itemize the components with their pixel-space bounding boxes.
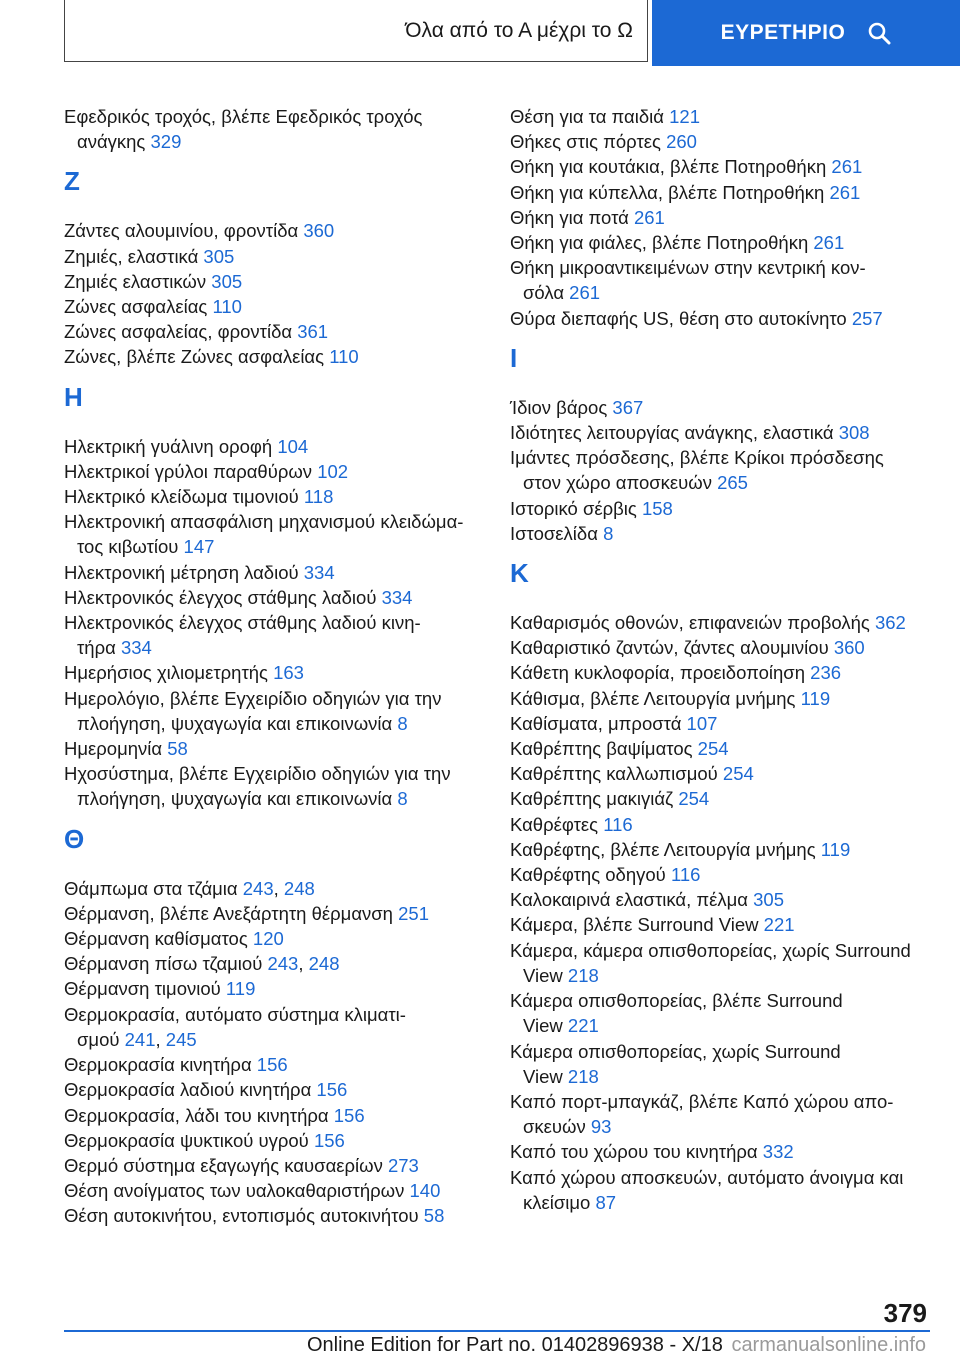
entry-text: Κάμερα οπισθοπορείας, χωρίς Surround xyxy=(510,1040,841,1062)
index-entry xyxy=(64,459,484,484)
index-entry xyxy=(64,344,484,369)
entry-text: Θήκη μικροαντικειμένων στην κεντρική κον‐ xyxy=(510,257,866,279)
entry-text: Κάθετη κυκλοφορία, προειδοποίηση xyxy=(510,662,806,684)
search-icon[interactable] xyxy=(867,21,891,45)
index-entry xyxy=(64,434,484,459)
index-entry xyxy=(64,294,484,319)
index-entry xyxy=(64,104,484,154)
entry-text: Εφεδρικός τροχός, βλέπε Εφεδρικός τροχός xyxy=(64,106,423,127)
entry-text: Θερμοκρασία, αυτόματο σύστημα κλιματι‐ xyxy=(64,1003,406,1025)
index-entry xyxy=(510,129,930,154)
index-entry xyxy=(510,420,930,445)
index-entry xyxy=(64,901,484,926)
entry-text: Καπό πορτ-μπαγκάζ, βλέπε Καπό χώρου απο‐ xyxy=(510,1090,894,1112)
entry-text: Ηλεκτρονική απασφάλιση μηχανισμού κλειδώμα‐ xyxy=(64,511,464,533)
index-entry xyxy=(510,521,930,546)
entry-text: Θέση ανοίγματος των υαλοκαθαριστήρων xyxy=(64,1180,405,1202)
tab-index-label: ΕΥΡΕΤΗΡΙΟ xyxy=(720,21,846,44)
index-entry xyxy=(510,736,930,761)
page-link[interactable]: 334 xyxy=(381,586,413,608)
index-entry xyxy=(510,812,930,837)
page-link[interactable]: 107 xyxy=(686,712,718,734)
page-link[interactable]: 118 xyxy=(303,486,334,508)
index-entry xyxy=(510,610,930,635)
entry-text: Ιστορικό σέρβις xyxy=(510,497,637,519)
entry-text: Καπό του χώρου του κινητήρα xyxy=(510,1141,758,1163)
entry-text: Θήκη για κουτάκια, βλέπε Ποτηροθήκη xyxy=(510,156,827,178)
index-entry xyxy=(64,736,484,761)
page-link[interactable]: 119 xyxy=(800,687,831,709)
entry-text: Κάθισμα, βλέπε Λειτουργία μνήμης xyxy=(510,687,796,709)
page-link[interactable]: 156 xyxy=(333,1104,365,1126)
index-entry xyxy=(64,509,484,559)
section-letter: H xyxy=(64,381,83,412)
entry-text: Ιστοσελίδα xyxy=(510,522,598,544)
page-link[interactable]: 87 xyxy=(595,1191,617,1213)
index-entry xyxy=(510,1089,930,1139)
index-entry xyxy=(64,1153,484,1178)
index-entry xyxy=(510,496,930,521)
index-entry xyxy=(510,154,930,179)
page-link[interactable]: 158 xyxy=(641,497,673,519)
entry-text: Ζημιές ελαστικών xyxy=(64,270,207,292)
page-link[interactable]: 156 xyxy=(256,1054,288,1076)
index-entry xyxy=(64,1103,484,1128)
page-link[interactable]: 156 xyxy=(316,1079,348,1101)
entry-text: τος κιβωτίου xyxy=(77,536,179,558)
index-entry xyxy=(510,686,930,711)
entry-text: Θερμοκρασία, λάδι του κινητήρα xyxy=(64,1104,329,1126)
index-entry xyxy=(510,180,930,205)
entry-text: Ζάντες αλουμινίου, φροντίδα xyxy=(64,220,299,242)
page-link[interactable]: 243 xyxy=(242,877,274,899)
page-link[interactable]: 147 xyxy=(183,536,215,558)
entry-text: Ηλεκτρονικός έλεγχος στάθμης λαδιού κινη‐ xyxy=(64,612,421,634)
entry-text: Θύρα διεπαφής US, θέση στο αυτοκίνητο xyxy=(510,307,847,329)
page-link[interactable]: 156 xyxy=(313,1129,345,1151)
page-link[interactable]: 265 xyxy=(717,472,748,494)
tab-a-to-z-label: Όλα από το Α μέχρι το Ω xyxy=(405,18,633,42)
entry-text: κλείσιμο xyxy=(523,1191,591,1213)
section-letter: Z xyxy=(64,166,80,197)
entry-text: Θέρμανση καθίσματος xyxy=(64,928,248,950)
index-entry xyxy=(510,1165,930,1215)
index-entry xyxy=(510,1039,930,1089)
page-link[interactable]: 58 xyxy=(423,1205,445,1227)
page-number: 379 xyxy=(883,1298,927,1328)
entry-text: στον χώρο αποσκευών xyxy=(523,472,712,494)
index-entry xyxy=(64,976,484,1001)
page-link[interactable]: 58 xyxy=(167,738,188,760)
page-link[interactable]: 254 xyxy=(722,763,754,785)
page-link[interactable]: 273 xyxy=(387,1154,419,1176)
page-link[interactable]: 245 xyxy=(165,1028,197,1050)
index-entry xyxy=(510,395,930,420)
entry-text: Ηχοσύστημα, βλέπε Εγχειρίδιο οδηγιών για την xyxy=(64,763,451,785)
index-entry xyxy=(510,887,930,912)
entry-text: Θήκη για κύπελλα, βλέπε Ποτηροθήκη xyxy=(510,181,825,203)
entry-text: Θερμοκρασία ψυκτικού υγρού xyxy=(64,1129,309,1151)
entry-text: Ζώνες, βλέπε Ζώνες ασφαλείας xyxy=(64,346,325,368)
watermark: carmanualsonline.info xyxy=(731,1334,926,1356)
entry-text: Ηλεκτρονική μέτρηση λαδιού xyxy=(64,561,299,583)
entry-text: Καθρέπτης μακιγιάζ xyxy=(510,788,674,810)
entry-text: Καθρέφτες xyxy=(510,813,599,835)
footer-divider xyxy=(64,1330,930,1332)
index-entry: Θάμπωμα στα τζάμια 243, 248 xyxy=(64,877,315,899)
index-entry xyxy=(64,484,484,509)
entry-text: Θέση για τα παιδιά xyxy=(510,106,664,127)
index-entry xyxy=(510,255,930,305)
page-link[interactable]: 305 xyxy=(753,889,784,911)
index-entry xyxy=(64,269,484,294)
index-entry xyxy=(510,912,930,937)
index-column-left xyxy=(64,104,484,1229)
entry-text: View xyxy=(523,1065,563,1087)
index-entry xyxy=(510,230,930,255)
page-link[interactable]: 236 xyxy=(810,662,842,684)
entry-text: Καθαριστικό ζαντών, ζάντες αλουμινίου xyxy=(510,637,829,659)
page-link[interactable]: 116 xyxy=(603,813,633,835)
page-link[interactable]: 93 xyxy=(590,1116,612,1138)
entry-text: Θέρμανση τιμονιού xyxy=(64,978,221,1000)
entry-text: Ημερομηνία xyxy=(64,738,163,760)
entry-text: Θέρμανση πίσω τζαμιού xyxy=(64,953,263,975)
page-link[interactable]: 257 xyxy=(851,307,883,329)
entry-text: Κάμερα, βλέπε Surround View xyxy=(510,914,759,936)
index-entry xyxy=(64,660,484,685)
page-link[interactable]: 261 xyxy=(813,232,845,254)
page-link[interactable]: 308 xyxy=(838,422,870,444)
index-entry xyxy=(510,761,930,786)
index-entry xyxy=(510,837,930,862)
page-link[interactable]: 110 xyxy=(329,346,359,368)
entry-text: Ζώνες ασφαλείας xyxy=(64,296,208,318)
entry-text: πλοήγηση, ψυχαγωγία και επικοινωνία xyxy=(77,712,393,734)
index-entry xyxy=(510,988,930,1038)
entry-text: Κάμερα, κάμερα οπισθοπορείας, χωρίς Surround xyxy=(510,939,911,961)
index-entry xyxy=(510,786,930,811)
page-link[interactable]: 329 xyxy=(150,131,182,153)
entry-text: Ημερολόγιο, βλέπε Εγχειρίδιο οδηγιών για την xyxy=(64,687,442,709)
entry-text: Ημερήσιος χιλιομετρητής xyxy=(64,662,268,684)
entry-text: Καθρέφτης οδηγού xyxy=(510,864,666,886)
page-link[interactable]: 334 xyxy=(120,637,152,659)
entry-text: Θήκες στις πόρτες xyxy=(510,131,661,153)
entry-text: Θέση αυτοκινήτου, εντοπισμός αυτοκινήτου xyxy=(64,1205,419,1227)
index-entry: Θέρμανση πίσω τζαμιού 243, 248 xyxy=(64,953,340,975)
tab-a-to-z[interactable] xyxy=(64,0,648,62)
page-link[interactable]: 334 xyxy=(303,561,335,583)
index-entry xyxy=(64,1178,484,1203)
entry-text: ανάγκης xyxy=(77,131,146,153)
index-entry xyxy=(64,1128,484,1153)
page-link[interactable]: 8 xyxy=(397,788,408,810)
entry-text: Θήκη για ποτά xyxy=(510,206,629,228)
tab-index[interactable] xyxy=(652,0,960,66)
entry-text: Καθαρισμός οθονών, επιφανειών προβολής xyxy=(510,612,870,634)
entry-text: Θερμοκρασία λαδιού κινητήρα xyxy=(64,1079,312,1101)
entry-text: Ηλεκτρονικός έλεγχος στάθμης λαδιού xyxy=(64,586,377,608)
page-link[interactable]: 251 xyxy=(398,902,429,924)
index-entry xyxy=(510,660,930,685)
entry-text: Καλοκαιρινά ελαστικά, πέλμα xyxy=(510,889,748,911)
index-entry xyxy=(510,1139,930,1164)
index-entry xyxy=(64,218,484,243)
index-entry xyxy=(64,1203,484,1228)
entry-text: σκευών xyxy=(523,1116,586,1138)
page-link[interactable]: 360 xyxy=(833,637,865,659)
entry-text: Θερμοκρασία κινητήρα xyxy=(64,1054,252,1076)
entry-text: Ιμάντες πρόσδεσης, βλέπε Κρίκοι πρόσδεσης xyxy=(510,447,884,469)
entry-text: Ζώνες ασφαλείας, φροντίδα xyxy=(64,321,293,343)
page-link[interactable]: 119 xyxy=(820,838,851,860)
page-link[interactable]: 260 xyxy=(666,131,697,153)
edition-text: Online Edition for Part no. 01402896938 - X/18 xyxy=(307,1334,723,1356)
page-link[interactable]: 361 xyxy=(297,321,329,343)
entry-text: Καπό χώρου αποσκευών, αυτόματο άνοιγμα και xyxy=(510,1166,904,1188)
entry-text: Θερμό σύστημα εξαγωγής καυσαερίων xyxy=(64,1154,383,1176)
section-letter: K xyxy=(510,558,529,589)
page-link[interactable]: 121 xyxy=(669,106,700,127)
page-link[interactable]: 102 xyxy=(317,460,349,482)
page-link[interactable]: 218 xyxy=(567,1065,599,1087)
entry-text: τήρα xyxy=(77,637,116,659)
page-link[interactable]: 248 xyxy=(283,877,315,899)
section-letter: Θ xyxy=(64,823,85,854)
index-entry xyxy=(510,862,930,887)
entry-text: Καθρέπτης καλλωπισμού xyxy=(510,763,718,785)
page-link[interactable]: 254 xyxy=(678,788,710,810)
index-entry xyxy=(64,319,484,344)
index-column-right xyxy=(510,104,930,1215)
section-letter: I xyxy=(510,342,518,373)
page-link[interactable]: 120 xyxy=(252,928,284,950)
index-entry xyxy=(64,1077,484,1102)
entry-text: σόλα xyxy=(523,282,565,304)
entry-text: Ίδιον βάρος xyxy=(510,396,608,418)
index-entry xyxy=(510,205,930,230)
index-entry xyxy=(64,560,484,585)
index-entry xyxy=(64,686,484,736)
page-link[interactable]: 248 xyxy=(308,953,340,975)
entry-text: View xyxy=(523,1015,563,1037)
entry-text: Θάμπωμα στα τζάμια xyxy=(64,877,238,899)
entry-text: Ηλεκτρικό κλείδωμα τιμονιού xyxy=(64,486,299,508)
page-link[interactable]: 261 xyxy=(831,156,863,178)
page-link[interactable]: 254 xyxy=(697,738,729,760)
index-entry xyxy=(510,711,930,736)
page-link[interactable]: 104 xyxy=(277,435,309,457)
entry-text: Καθρέφτης, βλέπε Λειτουργία μνήμης xyxy=(510,838,816,860)
entry-text: πλοήγηση, ψυχαγωγία και επικοινωνία xyxy=(77,788,393,810)
entry-text: Ηλεκτρική γυάλινη οροφή xyxy=(64,435,273,457)
page-link[interactable]: 221 xyxy=(567,1015,599,1037)
page-link[interactable]: 241 xyxy=(124,1028,156,1050)
page-link[interactable]: 332 xyxy=(762,1141,794,1163)
page-link[interactable]: 305 xyxy=(211,270,243,292)
index-entry xyxy=(510,306,930,331)
page-link[interactable]: 8 xyxy=(603,522,614,544)
page-link[interactable]: 221 xyxy=(763,914,795,936)
entry-text: Θήκη για φιάλες, βλέπε Ποτηροθήκη xyxy=(510,232,809,254)
page-link[interactable]: 261 xyxy=(569,282,601,304)
entry-text: Ηλεκτρικοί γρύλοι παραθύρων xyxy=(64,460,313,482)
index-entry xyxy=(510,635,930,660)
entry-text: Καθίσματα, μπροστά xyxy=(510,712,682,734)
entry-text: σμού xyxy=(77,1028,120,1050)
page-link[interactable]: 362 xyxy=(874,612,906,634)
page-link[interactable]: 367 xyxy=(612,396,644,418)
index-entry xyxy=(64,761,484,811)
page-link[interactable]: 243 xyxy=(267,953,299,975)
page-link[interactable]: 305 xyxy=(203,245,235,267)
index-entry xyxy=(510,104,930,129)
page-link[interactable]: 163 xyxy=(273,662,304,684)
entry-text: Κάμερα οπισθοπορείας, βλέπε Surround xyxy=(510,990,843,1012)
page-link[interactable]: 360 xyxy=(303,220,335,242)
page-link[interactable]: 261 xyxy=(633,206,665,228)
index-entry xyxy=(64,1052,484,1077)
entry-text: Ζημιές, ελαστικά xyxy=(64,245,199,267)
page-link[interactable]: 218 xyxy=(567,964,599,986)
page-link[interactable]: 119 xyxy=(225,978,256,1000)
index-entry xyxy=(64,610,484,660)
page-link[interactable]: 116 xyxy=(670,864,701,886)
page-link[interactable]: 140 xyxy=(409,1180,441,1202)
header xyxy=(0,0,960,66)
index-entry: Θερμοκρασία, αυτόματο σύστημα κλιματι‐ σμού 241, 245 xyxy=(64,1003,406,1050)
index-entry xyxy=(64,244,484,269)
page-link[interactable]: 261 xyxy=(829,181,861,203)
index-entry xyxy=(510,938,930,988)
index-entry xyxy=(64,926,484,951)
entry-text: Καθρέπτης βαψίματος xyxy=(510,738,693,760)
page-link[interactable]: 8 xyxy=(397,712,408,734)
index-entry xyxy=(510,445,930,495)
index-entry xyxy=(64,585,484,610)
entry-text: Ιδιότητες λειτουργίας ανάγκης, ελαστικά xyxy=(510,422,834,444)
page-link[interactable]: 110 xyxy=(212,296,242,318)
entry-text: Θέρμανση, βλέπε Ανεξάρτητη θέρμανση xyxy=(64,902,393,924)
entry-text: View xyxy=(523,964,563,986)
